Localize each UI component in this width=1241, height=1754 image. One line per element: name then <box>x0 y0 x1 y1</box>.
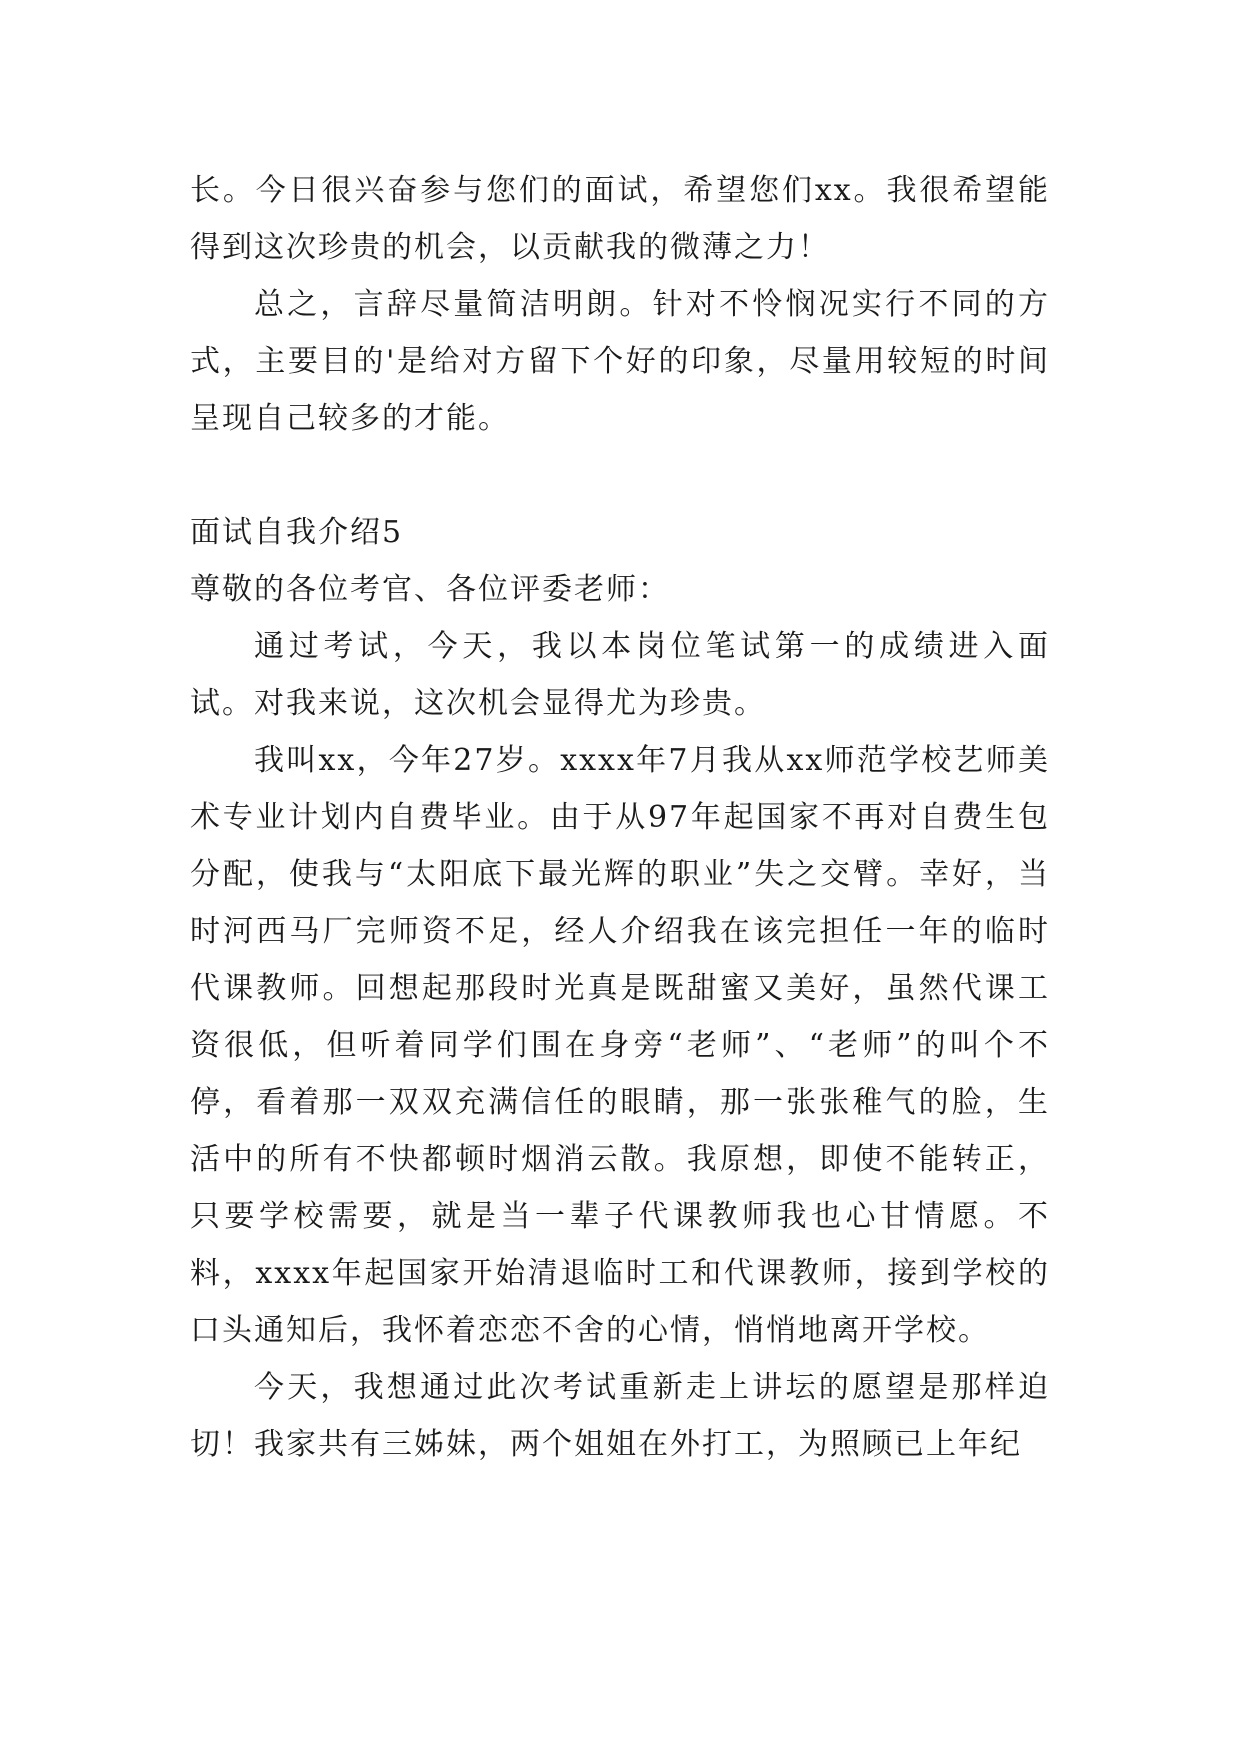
paragraph-motivation: 今天，我想通过此次考试重新走上讲坛的愿望是那样迫切！我家共有三姊妹，两个姐姐在外打工，为照顾已上年纪 <box>190 1370 1050 1462</box>
document-body <box>190 162 1050 1473</box>
paragraph-summary: 总之，言辞尽量简洁明朗。针对不怜悯况实行不同的方式，主要目的'是给对方留下个好的印象，尽量用较短的时间呈现自己较多的才能。 <box>190 287 1050 436</box>
section-heading: 面试自我介绍5 <box>190 515 404 550</box>
paragraph-continuation: 长。今日很兴奋参与您们的面试，希望您们xx。我很希望能得到这次珍贵的机会，以贡献我的微薄之力！ <box>190 173 1050 265</box>
paragraph-background: 我叫xx，今年27岁。xxxx年7月我从xx师范学校艺师美术专业计划内自费毕业。由于从97年起国家不再对自费生包分配，使我与“太阳底下最光辉的职业”失之交臂。幸好，当时河西马厂完师资不足，经人介绍我在该完担任一年的临时代课教师。回想起那段时光真是既甜蜜又美好，虽然代课工资很低，但听着同学们围在身旁“老师”、“老师”的叫个不停，看着那一双双充满信任的眼睛，那一张张稚气的脸，生活中的所有不快都顿时烟消云散。我原想，即使不能转正，只要学校需要，就是当一辈子代课教师我也心甘情愿。不料，xxxx年起国家开始清退临时工和代课教师，接到学校的口头通知后，我怀着恋恋不舍的心情，悄悄地离开学校。 <box>190 743 1050 1348</box>
paragraph-intro: 通过考试，今天，我以本岗位笔试第一的成绩进入面试。对我来说，这次机会显得尤为珍贵。 <box>190 629 1050 721</box>
salutation: 尊敬的各位考官、各位评委老师： <box>190 572 670 607</box>
